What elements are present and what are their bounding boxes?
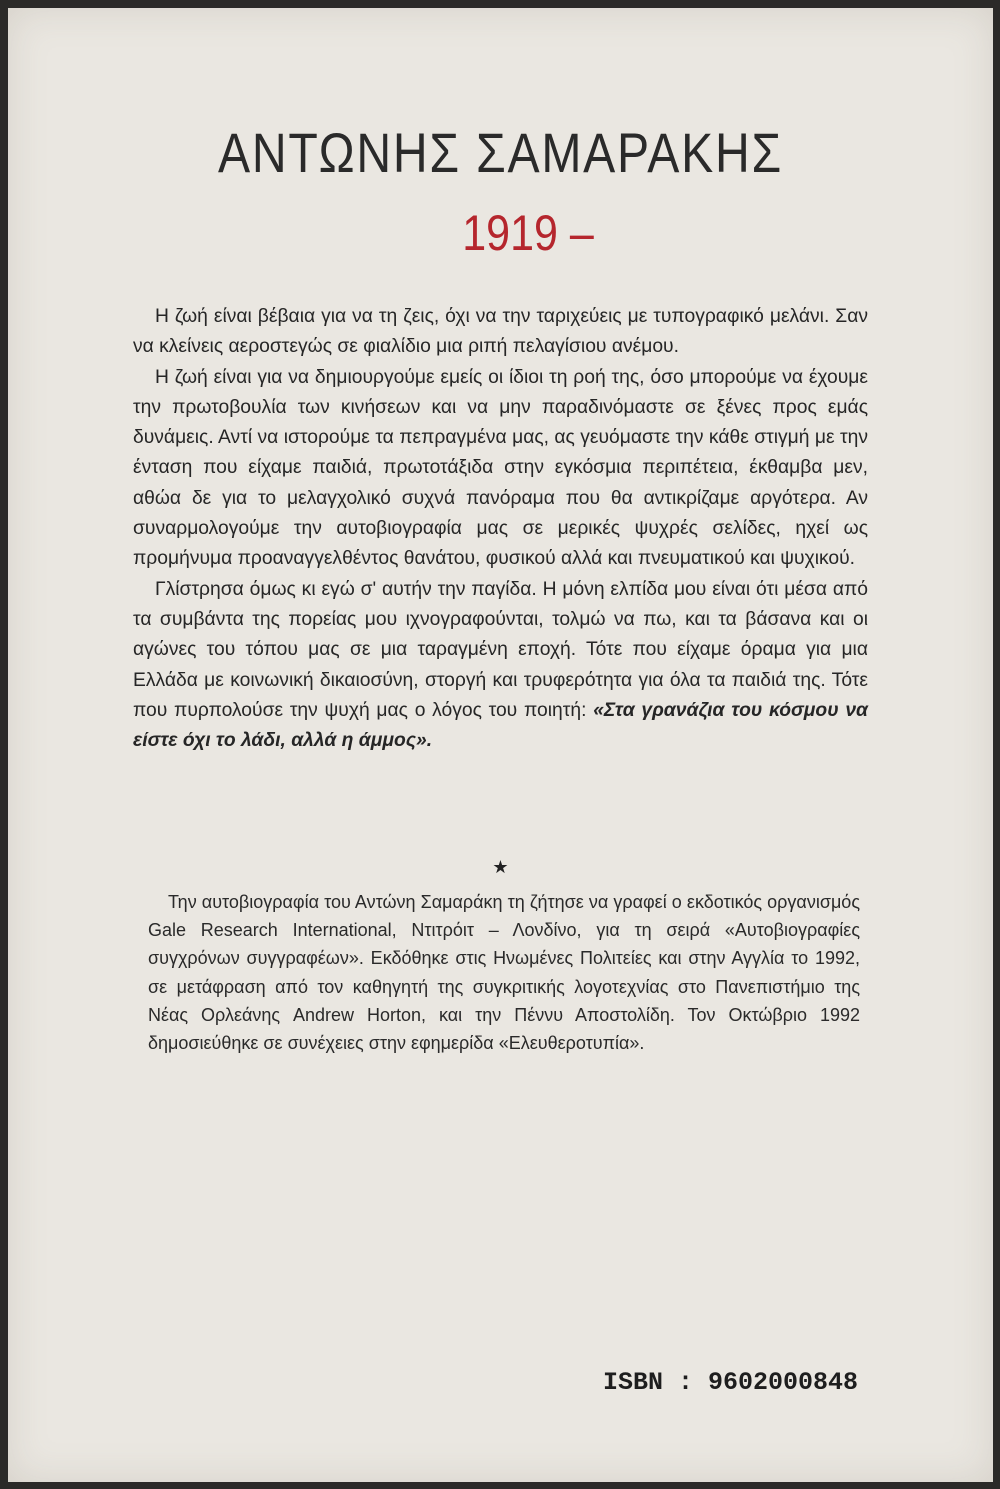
blurb-text bbox=[133, 302, 868, 756]
blurb-paragraph-3-text: Γλίστρησα όμως κι εγώ σ' αυτήν την παγίδα. Η μόνη ελπίδα μου είναι ότι μέσα από τα συμβάντα της πορείας μου ιχνογραφούνται, τολμώ να πω, και τα βάσανα και οι αγώνες του τόπου μας σε μια ταραγμένη εποχή. Τότε που είχαμε όραμα για μια Ελλάδα με κοινωνική δικαιοσύνη, στοργή και τρυφερότητα για όλα τα παιδιά της. Τότε που πυρπολούσε την ψυχή μας ο λόγος του ποιητή: bbox=[133, 578, 868, 721]
blurb-paragraph-2: Η ζωή είναι για να δημιουργούμε εμείς οι ίδιοι τη ροή της, όσο μπορούμε να έχουμε την πρωτοβουλία των κινήσεων και να μην παραδινόμαστε σε ξένες προς εμάς δυνάμεις. Αντί να ιστορούμε τα πεπραγμένα μας, ας γευόμαστε την κάθε στιγμή με την ένταση που είχαμε παιδιά, πρωτοτάξιδα στην εγκόσμια περιπέτεια, έκθαμβα μεν, αθώα δε για το μελαγχολικό συχνά πανόραμα που θα αντικρίζαμε αργότερα. Αν συναρμολογούμε την αυτοβιογραφία μας σε μερικές ψυχρές σελίδες, ηχεί ως προμήνυμα προαναγγελθέντος θανάτου, φυσικού αλλά και πνευματικού και ψυχικού. bbox=[133, 366, 868, 570]
book-back-cover bbox=[8, 8, 993, 1482]
isbn-number: ISBN : 9602000848 bbox=[603, 1368, 859, 1397]
publication-note bbox=[148, 888, 860, 1057]
author-years bbox=[77, 204, 924, 262]
poet-quote: «Στα γρανάζια του κόσμου να είστε όχι το λάδι, αλλά η άμμος». bbox=[133, 699, 869, 752]
blurb-paragraph-3 bbox=[133, 575, 868, 757]
blurb-paragraph-1: Η ζωή είναι βέβαια για να τη ζεις, όχι να την ταριχεύεις με τυπογραφικό μελάνι. Σαν να κλείνεις αεροστεγώς σε φιαλίδιο μια ριπή πελαγίσιου ανέμου. bbox=[133, 306, 868, 358]
publication-note-text: Την αυτοβιογραφία του Αντώνη Σαμαράκη τη ζήτησε να γραφεί ο εκδοτικός οργανισμός Gale Research International, Ντιτρόιτ – Λονδίνο, για τη σειρά «Αυτοβιογραφίες συγχρόνων συγγραφέων». Εκδόθηκε στις Ηνωμένες Πολιτείες και στην Αγγλία το 1992, σε μετάφραση από τον καθηγητή της συγκριτικής λογοτεχνίας στο Πανεπιστήμιο της Νέας Ορλεάνης Andrew Horton, και την Πέννυ Αποστολίδη. Τον Οκτώβριο 1992 δημοσιεύθηκε σε συνέχειες στην εφημερίδα «Ελευθεροτυπία». bbox=[148, 892, 860, 1054]
star-separator: ★ bbox=[492, 857, 509, 877]
years-text: 1919 – bbox=[462, 205, 594, 261]
author-name: ΑΝΤΩΝΗΣ ΣΑΜΑΡΑΚΗΣ bbox=[218, 121, 783, 184]
